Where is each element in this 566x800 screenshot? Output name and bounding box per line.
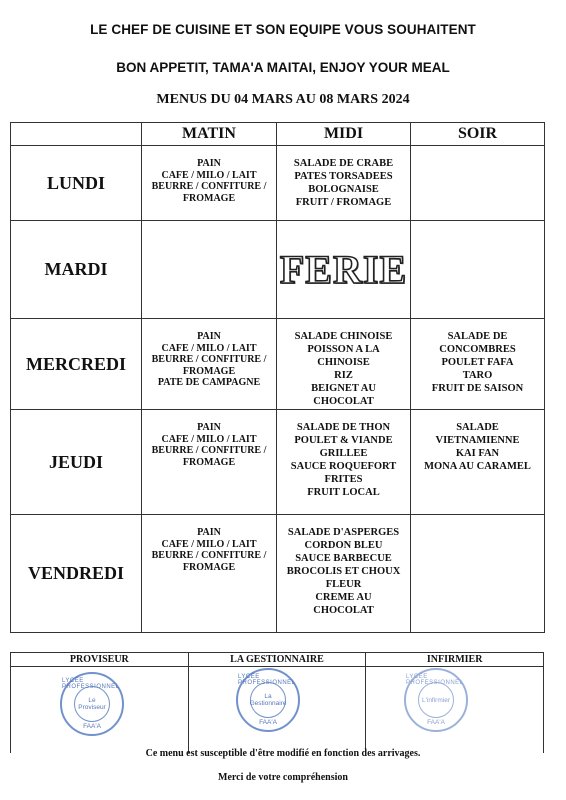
meal-cell-soir bbox=[411, 410, 545, 515]
menu-item: CAFE / MILO / LAIT bbox=[161, 342, 257, 354]
day-row-vendredi bbox=[11, 515, 545, 633]
menu-header-row bbox=[11, 123, 545, 146]
meal-cell-soir bbox=[411, 515, 545, 633]
meal-cell-midi bbox=[277, 146, 411, 221]
menu-item: KAI FAN bbox=[455, 448, 500, 459]
menu-item: FROMAGE bbox=[182, 192, 236, 204]
stamp-center-line: Proviseur bbox=[78, 704, 106, 711]
menu-item: BEURRE / CONFITURE / bbox=[151, 445, 267, 456]
day-row-jeudi bbox=[11, 410, 545, 515]
signature-label-gestionnaire: LA GESTIONNAIRE bbox=[188, 653, 366, 667]
menu-item: FRUIT / FROMAGE bbox=[295, 197, 392, 208]
menu-item: CREME AU bbox=[315, 592, 372, 603]
menu-item: CONCOMBRES bbox=[439, 344, 516, 355]
header-line-1: LE CHEF DE CUISINE ET SON EQUIPE VOUS SOUHAITENT bbox=[90, 22, 476, 37]
day-label: VENDREDI bbox=[11, 515, 142, 633]
footer-note: Ce menu est susceptible d'être modifié en fonction des arrivages. bbox=[145, 748, 421, 759]
menu-item: CAFE / MILO / LAIT bbox=[161, 538, 257, 550]
stamp-bottom-text: FAA'A bbox=[83, 723, 101, 730]
menu-period-title: MENUS DU 04 MARS AU 08 MARS 2024 bbox=[156, 92, 410, 107]
corner-cell bbox=[11, 123, 142, 146]
menu-item: PAIN bbox=[197, 158, 221, 169]
menu-item: GRILLEE bbox=[319, 448, 368, 459]
menu-item: PATES TORSADEES bbox=[294, 171, 393, 182]
day-label: MERCREDI bbox=[11, 319, 142, 410]
signature-label-infirmier: INFIRMIER bbox=[366, 653, 544, 667]
menu-item: MONA AU CARAMEL bbox=[424, 461, 531, 472]
stamp-infirmier bbox=[404, 668, 468, 732]
menu-item: FROMAGE bbox=[182, 365, 236, 377]
menu-item: SAUCE BARBECUE bbox=[295, 553, 392, 564]
menu-item: PATE DE CAMPAGNE bbox=[157, 377, 261, 388]
meal-cell-midi bbox=[277, 515, 411, 633]
day-label: LUNDI bbox=[11, 146, 142, 221]
stamp-bottom-text: FAA'A bbox=[259, 719, 277, 726]
stamp-center-line: Le bbox=[88, 697, 96, 704]
meal-cell-matin bbox=[142, 515, 277, 633]
stamp-center bbox=[250, 682, 286, 718]
meal-cell-midi bbox=[277, 410, 411, 515]
stamp-center bbox=[418, 682, 454, 718]
holiday-label: FERIE bbox=[279, 247, 408, 292]
menu-item: CHINOISE bbox=[317, 357, 370, 368]
stamp-center-line: Gestionnaire bbox=[249, 700, 287, 707]
menu-item: SALADE D'ASPERGES bbox=[287, 527, 400, 538]
stamp-gestionnaire bbox=[236, 668, 300, 732]
day-row-mardi bbox=[11, 221, 545, 319]
menu-item: SALADE CHINOISE bbox=[294, 331, 393, 342]
menu-item: PAIN bbox=[197, 422, 221, 433]
day-row-mercredi bbox=[11, 319, 545, 410]
menu-item: BEIGNET AU bbox=[311, 383, 376, 394]
footer-thanks: Merci de votre compréhension bbox=[218, 772, 348, 783]
menu-item: BEURRE / CONFITURE / bbox=[151, 181, 267, 192]
menu-item: CORDON BLEU bbox=[304, 540, 383, 551]
menu-item: BEURRE / CONFITURE / bbox=[151, 550, 267, 561]
stamp-ring-text: LYCÉE PROFESSIONNEL bbox=[406, 674, 464, 686]
menu-item: FRITES bbox=[324, 474, 363, 485]
menu-item: FRUIT LOCAL bbox=[307, 487, 380, 498]
menu-item: VIETNAMIENNE bbox=[435, 435, 520, 446]
menu-item: TARO bbox=[462, 370, 493, 381]
header-line-2: BON APPETIT, TAMA'A MAITAI, ENJOY YOUR MEAL bbox=[116, 60, 450, 75]
stamp-bottom-text: FAA'A bbox=[427, 719, 445, 726]
column-header-midi: MIDI bbox=[277, 123, 411, 146]
menu-item: SALADE DE bbox=[447, 331, 508, 342]
menu-item: POULET & VIANDE bbox=[294, 435, 393, 446]
menu-item: FLEUR bbox=[325, 579, 362, 590]
stamp-center bbox=[74, 686, 110, 722]
stamp-ring-text: LYCÉE PROFESSIONNEL bbox=[62, 678, 120, 690]
stamp-center-line: La bbox=[264, 693, 272, 700]
menu-item: SALADE bbox=[456, 422, 499, 433]
menu-item: BOLOGNAISE bbox=[308, 184, 379, 195]
menu-item: SAUCE ROQUEFORT bbox=[290, 461, 397, 472]
signature-header-row bbox=[11, 653, 544, 667]
column-header-soir: SOIR bbox=[411, 123, 545, 146]
signature-label-proviseur: PROVISEUR bbox=[11, 653, 189, 667]
menu-item: CAFE / MILO / LAIT bbox=[161, 169, 257, 181]
menu-item: SALADE DE CRABE bbox=[293, 158, 394, 169]
day-label: JEUDI bbox=[11, 410, 142, 515]
stamp-proviseur bbox=[60, 672, 124, 736]
menu-item: BROCOLIS ET CHOUX bbox=[286, 566, 401, 577]
menu-item: SALADE DE THON bbox=[296, 422, 391, 433]
menu-item: POULET FAFA bbox=[441, 357, 514, 368]
menu-item: CHOCOLAT bbox=[313, 605, 374, 616]
menu-item: POISSON A LA bbox=[307, 344, 380, 355]
menu-item: FRUIT DE SAISON bbox=[431, 383, 524, 394]
day-label: MARDI bbox=[11, 221, 142, 319]
meal-cell-matin bbox=[142, 221, 277, 319]
menu-item: RIZ bbox=[334, 370, 353, 381]
menu-item: PAIN bbox=[197, 331, 221, 342]
day-row-lundi bbox=[11, 146, 545, 221]
menu-item: FROMAGE bbox=[182, 456, 236, 468]
meal-cell-soir bbox=[411, 221, 545, 319]
meal-cell-matin bbox=[142, 146, 277, 221]
meal-cell-matin bbox=[142, 410, 277, 515]
meal-cell-soir bbox=[411, 319, 545, 410]
stamp-ring-text: LYCÉE PROFESSIONNEL bbox=[238, 674, 296, 686]
menu-table bbox=[10, 122, 545, 633]
stamp-center-line: L'infirmier bbox=[422, 696, 450, 704]
meal-cell-soir bbox=[411, 146, 545, 221]
menu-item: BEURRE / CONFITURE / bbox=[151, 354, 267, 365]
menu-item: FROMAGE bbox=[182, 561, 236, 573]
holiday-cell bbox=[277, 221, 411, 319]
meal-cell-matin bbox=[142, 319, 277, 410]
menu-item: PAIN bbox=[197, 527, 221, 538]
column-header-matin: MATIN bbox=[142, 123, 277, 146]
meal-cell-midi bbox=[277, 319, 411, 410]
menu-item: CHOCOLAT bbox=[313, 396, 374, 407]
menu-item: CAFE / MILO / LAIT bbox=[161, 433, 257, 445]
